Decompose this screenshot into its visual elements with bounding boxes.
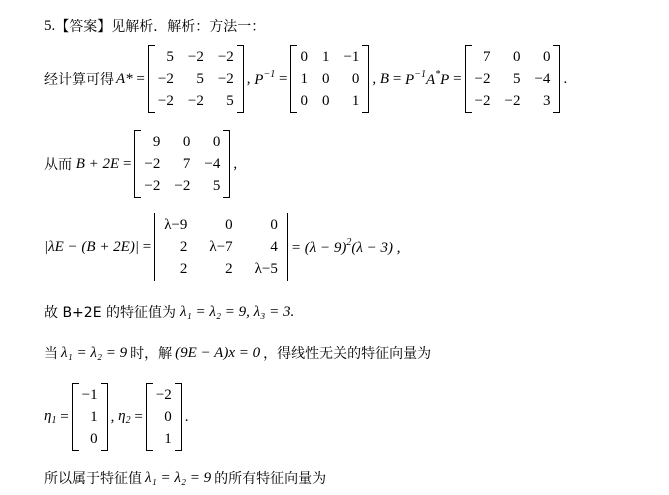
matrix-B-entry: 3 bbox=[542, 93, 551, 109]
determinant-matrix bbox=[154, 213, 288, 281]
A-star-label: A* bbox=[116, 70, 133, 87]
determinant-entry: 0 bbox=[270, 217, 278, 233]
matrix-P-inverse-entry: 0 bbox=[300, 49, 308, 65]
matrix-B-entry: −4 bbox=[534, 71, 551, 87]
matrix-B-entry: 0 bbox=[512, 49, 521, 65]
matrix-B-entry: 5 bbox=[512, 71, 521, 87]
matrix-P-inverse-entry: 1 bbox=[321, 49, 330, 65]
solve-math-a: λ₁ = λ₂ = 9 bbox=[61, 344, 128, 361]
determinant-entry: 4 bbox=[270, 239, 278, 255]
vector-eta2-entry: 0 bbox=[164, 409, 172, 425]
equation-line-3: |λE − (B + 2E)| = λ−9 0 0 2 λ−7 4 2 2 λ−5 = $(\lambda - 9)^2(\lambda - 3)$ , bbox=[44, 213, 400, 281]
prefix-text: 从而 bbox=[44, 157, 72, 173]
matrix-P-inverse-entry: 1 bbox=[300, 71, 308, 87]
matrix-A-star-entry: 5 bbox=[226, 93, 234, 109]
matrix-A-star-entry: −2 bbox=[187, 49, 204, 65]
prefix-text: 经计算可得 bbox=[44, 72, 114, 88]
vector-eta2 bbox=[146, 383, 182, 451]
matrix-A-star-entry: 5 bbox=[196, 71, 204, 87]
matrix-B-plus-2E-entry: 7 bbox=[182, 156, 191, 172]
vector-eta2-entry: 1 bbox=[164, 431, 172, 447]
vector-eta1-entry: 0 bbox=[90, 431, 98, 447]
conclusion-text-a: 所以属于特征值 bbox=[44, 471, 142, 487]
eta2-label: $\eta_2$ bbox=[118, 408, 131, 426]
matrix-B-plus-2E-entry: 0 bbox=[182, 134, 191, 150]
determinant-entry: 0 bbox=[225, 217, 233, 233]
matrix-B-plus-2E-entry: −2 bbox=[144, 178, 161, 194]
matrix-P-inverse-entry: 0 bbox=[321, 93, 330, 109]
determinant-entry: λ−5 bbox=[254, 261, 278, 277]
eigenvector-line: $\eta_1$ = −1 1 0 , $\eta_2$ = −2 0 1 . bbox=[44, 383, 189, 451]
determinant-entry: λ−9 bbox=[164, 217, 188, 233]
equation-line-1: 经计算可得 A* = 5 −2 −2 −2 5 −2 −2 −2 5 , $P^{-1}$ = 0 1 −1 1 0 0 0 0 1 , B = $P^{-1}A^*P$ = 7 0 0 −2 5 −4 −2 −2 3 . bbox=[44, 45, 567, 113]
vector-eta2-entry: −2 bbox=[155, 387, 172, 403]
matrix-P-inverse bbox=[290, 45, 369, 113]
matrix-P-inverse-entry: 0 bbox=[351, 71, 360, 87]
vector-eta1-entry: 1 bbox=[90, 409, 98, 425]
B-plus-2E-label: B + 2E bbox=[72, 155, 120, 172]
eigenvalue-text: 故 B+2E 的特征值为 bbox=[44, 305, 176, 321]
B-definition-label: B bbox=[379, 70, 390, 87]
matrix-A-star-entry: −2 bbox=[217, 49, 234, 65]
conclusion-math: λ₁ = λ₂ = 9 bbox=[145, 469, 212, 486]
eta1-label: $\eta_1$ bbox=[44, 408, 57, 426]
matrix-B-plus-2E-entry: 9 bbox=[152, 134, 161, 150]
conclusion-line bbox=[44, 468, 326, 488]
determinant-entry: 2 bbox=[225, 261, 233, 277]
det-label: |λE − (B + 2E)| bbox=[44, 238, 139, 255]
matrix-A-star-entry: −2 bbox=[157, 71, 174, 87]
solve-text-a: 当 bbox=[44, 346, 58, 362]
matrix-B-entry: −2 bbox=[474, 71, 491, 87]
matrix-B-plus-2E-entry: 0 bbox=[212, 134, 221, 150]
solve-line bbox=[44, 343, 431, 363]
determinant-entry: 2 bbox=[179, 261, 188, 277]
matrix-A-star-entry: 5 bbox=[166, 49, 174, 65]
eigenvalue-line bbox=[44, 302, 294, 322]
matrix-B bbox=[465, 45, 561, 113]
matrix-P-inverse-entry: −1 bbox=[343, 49, 360, 65]
matrix-B-plus-2E bbox=[134, 130, 230, 198]
solve-math-b: (9E − A)x = 0 bbox=[175, 344, 261, 361]
matrix-B-plus-2E-entry: 5 bbox=[212, 178, 221, 194]
solve-text-c: ，得线性无关的特征向量为 bbox=[263, 346, 432, 362]
conclusion-text-b: 的所有特征向量为 bbox=[214, 471, 327, 487]
P-inverse-label: $P^{-1}$ bbox=[254, 69, 276, 88]
matrix-B-entry: −2 bbox=[504, 93, 521, 109]
solve-text-b: 时，解 bbox=[130, 346, 173, 362]
matrix-B-entry: 0 bbox=[542, 49, 551, 65]
matrix-A-star-entry: −2 bbox=[157, 93, 174, 109]
matrix-P-inverse-entry: 0 bbox=[321, 71, 330, 87]
matrix-B-plus-2E-entry: −2 bbox=[174, 178, 191, 194]
determinant-entry: 2 bbox=[179, 239, 188, 255]
matrix-P-inverse-entry: 1 bbox=[351, 93, 360, 109]
eigenvalue-math: λ₁ = λ₂ = 9, λ₃ = 3. bbox=[180, 303, 295, 320]
vector-eta1 bbox=[72, 383, 108, 451]
answer-tag: 【答案】 bbox=[55, 19, 112, 35]
matrix-A-star-entry: −2 bbox=[217, 71, 234, 87]
matrix-B-entry: −2 bbox=[474, 93, 491, 109]
det-result: = $(\lambda - 9)^2(\lambda - 3)$ , bbox=[290, 237, 401, 256]
matrix-A-star-entry: −2 bbox=[187, 93, 204, 109]
question-number: 5. bbox=[44, 17, 56, 34]
equation-line-2: 从而 B + 2E = 9 0 0 −2 7 −4 −2 −2 5 , bbox=[44, 130, 237, 198]
intro-text: 见解析．解析：方法一： bbox=[111, 19, 266, 35]
vector-eta1-entry: −1 bbox=[81, 387, 98, 403]
determinant-entry: λ−7 bbox=[209, 239, 233, 255]
matrix-A-star bbox=[148, 45, 244, 113]
matrix-B-entry: 7 bbox=[483, 49, 491, 65]
header-line bbox=[44, 16, 265, 36]
matrix-B-plus-2E-entry: −2 bbox=[144, 156, 161, 172]
matrix-P-inverse-entry: 0 bbox=[300, 93, 308, 109]
matrix-B-plus-2E-entry: −4 bbox=[204, 156, 221, 172]
